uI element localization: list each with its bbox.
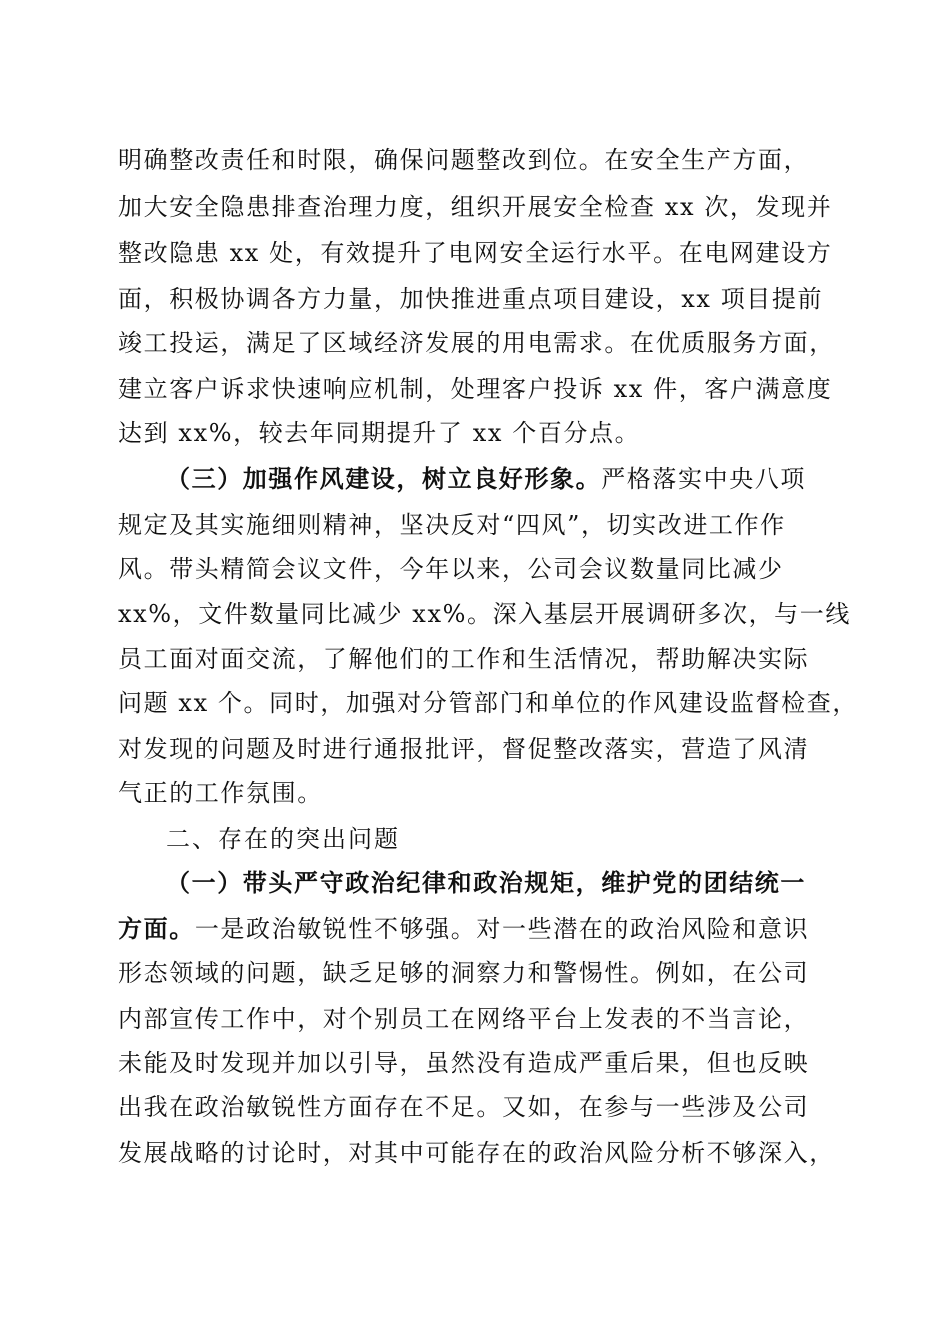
paragraph-line: 规定及其实施细则精神，坚决反对“四风”，切实改进工作作 [118,511,786,539]
paragraph-line: 未能及时发现并加以引导，虽然没有造成严重后果，但也反映 [118,1049,810,1077]
paragraph-line: 竣工投运，满足了区域经济发展的用电需求。在优质服务方面， [118,329,835,357]
paragraph-line: 风。带头精简会议文件，今年以来，公司会议数量同比减少 [118,555,784,583]
paragraph-line: 达到 xx%，较去年同期提升了 xx 个百分点。 [118,419,641,447]
paragraph-line: 发展战略的讨论时，对其中可能存在的政治风险分析不够深入， [118,1139,835,1167]
paragraph-line: 形态领域的问题，缺乏足够的洞察力和警惕性。例如，在公司 [118,959,810,987]
section-title: 二、存在的突出问题 [166,825,400,853]
paragraph-line [118,914,838,944]
paragraph-line: 面，积极协调各方力量，加快推进重点项目建设，xx 项目提前 [118,285,824,313]
subsection-heading-tail: 方面。 [118,914,195,943]
section3-heading: （三）加强作风建设，树立良好形象。 [166,464,602,493]
paragraph-line: 明确整改责任和时限，确保问题整改到位。在安全生产方面， [118,146,810,174]
paragraph-line [166,464,838,494]
paragraph-line: 员工面对面交流，了解他们的工作和生活情况，帮助解决实际 [118,645,810,673]
paragraph-line: 对发现的问题及时进行通报批评，督促整改落实，营造了风清 [118,735,810,763]
subsection-line1-text: 一是政治敏锐性不够强。对一些潜在的政治风险和意识 [194,915,810,943]
paragraph-line: xx%，文件数量同比减少 xx%。深入基层开展调研多次，与一线 [118,600,851,628]
paragraph-line: 加大安全隐患排查治理力度，组织开展安全检查 xx 次，发现并 [118,193,833,221]
paragraph-line: 气正的工作氛围。 [118,779,323,807]
paragraph-line: 整改隐患 xx 处，有效提升了电网安全运行水平。在电网建设方 [118,239,833,267]
paragraph-line: 建立客户诉求快速响应机制，处理客户投诉 xx 件，客户满意度 [118,375,833,403]
subsection-heading: （一）带头严守政治纪律和政治规矩，维护党的团结统一 [166,868,806,897]
paragraph-line: 问题 xx 个。同时，加强对分管部门和单位的作风建设监督检查， [118,689,858,717]
section3-line1-text: 严格落实中央八项 [601,465,807,493]
paragraph-line: 内部宣传工作中，对个别员工在网络平台上发表的不当言论， [118,1005,810,1033]
paragraph-line: 出我在政治敏锐性方面存在不足。又如，在参与一些涉及公司 [118,1093,810,1121]
